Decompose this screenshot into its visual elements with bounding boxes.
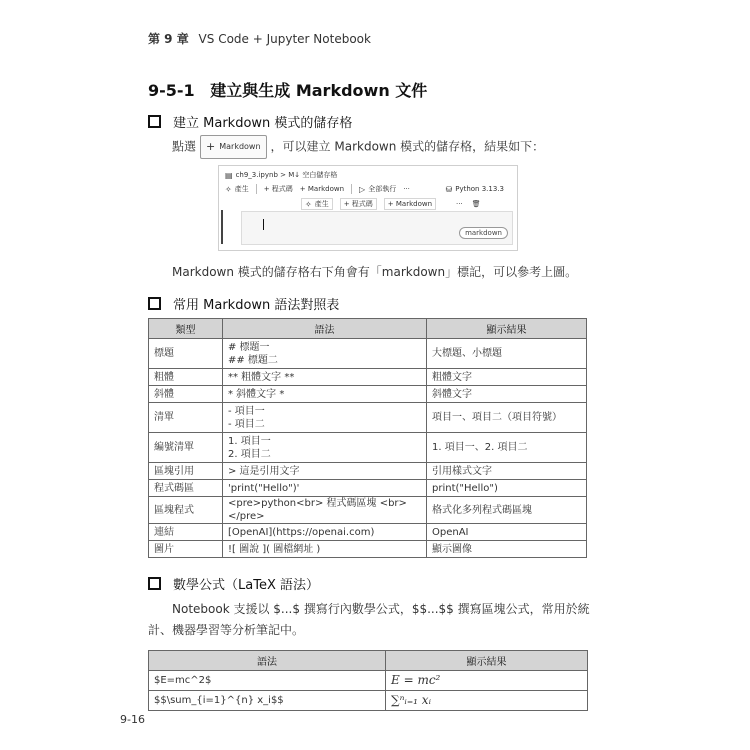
subheading-text: 數學公式（LaTeX 語法） [173,578,319,593]
checkbox-bullet-icon [148,577,161,590]
cell-result: OpenAI [427,524,587,541]
syntax-line: 'print("Hello")' [228,482,300,494]
more-actions-button[interactable]: ··· [403,185,410,193]
add-code-button[interactable]: + 程式碼 [263,185,293,193]
cell-syntax [223,497,427,524]
run-all-button[interactable] [359,184,396,194]
cell-type: 圖片 [149,541,223,558]
toolbar-divider [351,184,352,194]
syntax-line: - 項目一 [228,405,265,417]
delete-cell-icon[interactable]: 🗑 [471,200,481,208]
para-before: 點選 [172,139,197,154]
cell-result: 項目一、項目二（項目符號） [427,403,587,433]
cell-syntax [223,386,427,403]
cell-result: 顯示圖像 [427,541,587,558]
cell-result: print("Hello") [427,480,587,497]
cell-type: 連結 [149,524,223,541]
cell-syntax [223,480,427,497]
syntax-line: # 標題一 [228,341,270,353]
chapter-number: 第 9 章 [148,32,189,46]
cell-type: 粗體 [149,369,223,386]
subheading-text: 建立 Markdown 模式的儲存格 [173,116,353,131]
cell-rendered-formula: E = mc² [386,671,588,691]
cell-result: 格式化多列程式碼區塊 [427,497,587,524]
kernel-picker[interactable] [446,185,504,194]
cell-more-button[interactable]: ··· [456,200,463,208]
cell-type: 清單 [149,403,223,433]
table-row [149,369,587,386]
cell-focus-indicator [221,210,223,244]
notebook-screenshot [218,165,518,251]
sparkle-icon: ✧ [305,199,312,209]
syntax-line: ## 標題二 [228,354,278,366]
breadcrumb-text[interactable]: ch9_3.ipynb > M↓ 空白儲存格 [235,171,338,179]
table-row [149,524,587,541]
table-row [149,339,587,369]
notebook-file-icon: ▤ [225,170,233,180]
header-type: 類型 [149,319,223,339]
syntax-line: [OpenAI](https://openai.com) [228,526,375,538]
syntax-line: - 項目二 [228,418,265,430]
subheading-text: 常用 Markdown 語法對照表 [173,298,340,313]
cell-result: 斜體文字 [427,386,587,403]
header-result: 顯示結果 [427,319,587,339]
intro-paragraph [172,135,544,159]
cell-add-code-button[interactable]: + 程式碼 [340,198,377,210]
table-row [149,497,587,524]
cell-generate-button[interactable] [301,198,333,210]
para-after: ，可以建立 Markdown 模式的儲存格，結果如下： [270,139,545,154]
cell-type: 區塊引用 [149,463,223,480]
syntax-line: ** 粗體文字 ** [228,371,295,383]
table-row [149,480,587,497]
cell-syntax [223,541,427,558]
cell-type: 編號清單 [149,433,223,463]
syntax-line: > 這是引用文字 [228,465,300,477]
syntax-line: 2. 項目二 [228,448,271,460]
plus-icon: + [206,140,216,153]
subheading-latex [148,574,319,593]
table-row [149,463,587,480]
header-syntax: 語法 [223,319,427,339]
cell-result: 大標題、小標題 [427,339,587,369]
cell-syntax [223,403,427,433]
table-row [149,691,588,711]
cell-type: 標題 [149,339,223,369]
cell-type: 程式碼區 [149,480,223,497]
generate-label: 產生 [234,185,249,193]
cell-syntax [223,433,427,463]
table-row [149,541,587,558]
syntax-line: <pre>python<br> 程式碼區塊 <br></pre> [228,498,407,522]
latex-paragraph: Notebook 支援以 $...$ 撰寫行內數學公式，$$...$$ 撰寫區塊公式，常用於統計、機器學習等分析筆記中。 [148,602,590,637]
cell-add-markdown-button[interactable]: + Markdown [384,198,436,210]
markdown-cell-editor[interactable] [241,211,513,245]
text-caret [263,219,264,230]
add-markdown-toolbar-button[interactable]: + Markdown [299,185,345,193]
syntax-line: * 斜體文字 * [228,388,285,400]
markdown-note: Markdown 模式的儲存格右下角會有「markdown」標記，可以參考上圖。 [172,265,578,279]
table-row [149,671,588,691]
cell-syntax [223,524,427,541]
cell-result: 粗體文字 [427,369,587,386]
kernel-label: Python 3.13.3 [455,185,504,193]
generate-button[interactable] [225,184,249,194]
header-result: 顯示結果 [386,651,588,671]
notebook-toolbar [225,184,511,194]
subheading-syntax-table [148,294,339,313]
checkbox-bullet-icon [148,115,161,128]
table-row [149,433,587,463]
cell-generate-label: 產生 [314,200,329,208]
cell-result: 引用樣式文字 [427,463,587,480]
toolbar-divider [256,184,257,194]
subheading-create-cell [148,112,352,131]
chapter-header [148,30,371,47]
syntax-line: 1. 項目一 [228,435,271,447]
cell-rendered-formula: ∑ⁿᵢ₌₁ xᵢ [386,691,588,711]
cell-toolbar [301,198,489,210]
cell-result: 1. 項目一、2. 項目二 [427,433,587,463]
syntax-line: ![ 圖說 ]( 圖檔網址 ) [228,543,321,555]
cell-type: 斜體 [149,386,223,403]
cell-syntax [223,339,427,369]
page-number: 9-16 [120,713,145,726]
python-kernel-icon: ⛁ [445,184,453,194]
notebook-breadcrumb [225,170,337,180]
cell-syntax [223,463,427,480]
chapter-title: VS Code + Jupyter Notebook [198,32,371,46]
table-row [149,386,587,403]
add-markdown-button[interactable] [200,135,267,159]
run-all-label: 全部執行 [368,185,397,193]
cell-language-badge[interactable]: markdown [459,227,508,239]
cell-latex-syntax: $E=mc^2$ [149,671,386,691]
table-header-row [149,319,587,339]
cell-latex-syntax: $$\sum_{i=1}^{n} x_i$$ [149,691,386,711]
section-heading: 建立與生成 Markdown 文件 [210,81,428,100]
markdown-syntax-table [148,318,587,558]
run-all-icon: ▷ [359,184,366,194]
cell-syntax [223,369,427,386]
checkbox-bullet-icon [148,297,161,310]
add-markdown-label: Markdown [219,142,261,151]
table-header-row [149,651,588,671]
latex-syntax-table [148,650,588,711]
section-number: 9-5-1 [148,81,195,100]
section-title [148,78,427,101]
table-row [149,403,587,433]
sparkle-icon: ✧ [225,184,232,194]
cell-type: 區塊程式 [149,497,223,524]
header-syntax: 語法 [149,651,386,671]
